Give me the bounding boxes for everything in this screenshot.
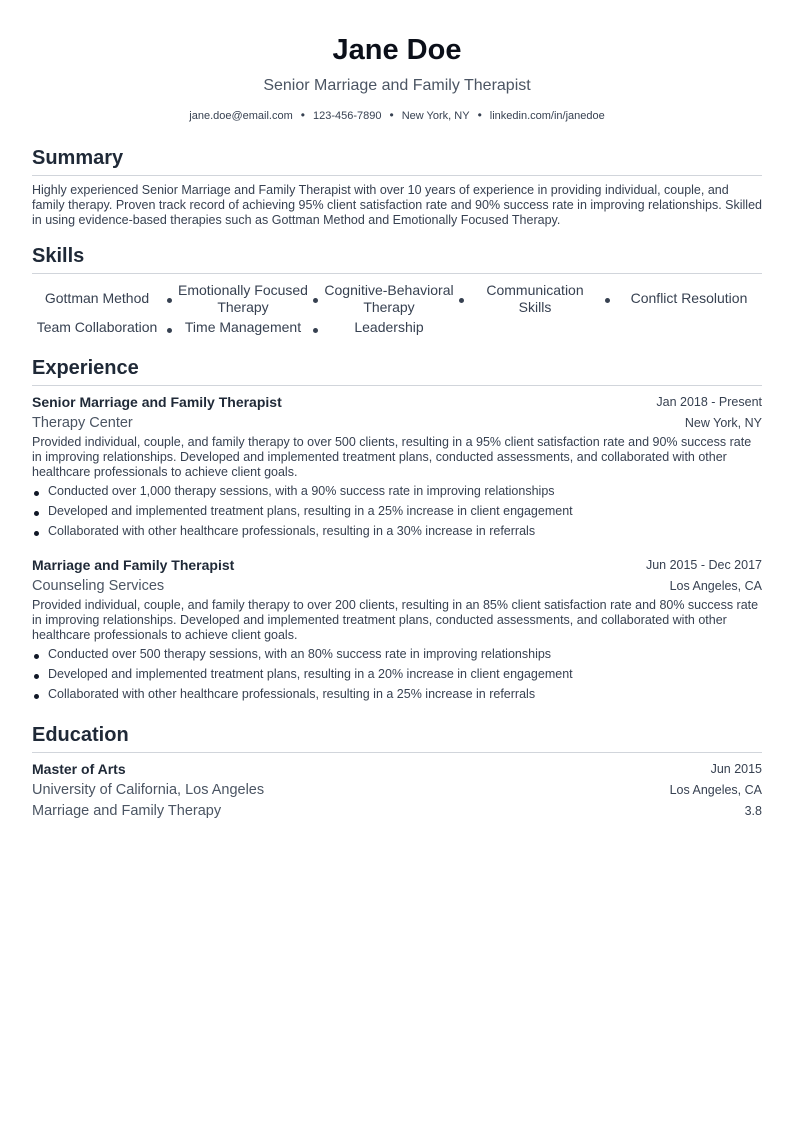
achievement-text: Developed and implemented treatment plans, resulting in a 20% increase in client engagement	[48, 667, 573, 681]
job-title: Marriage and Family Therapist	[32, 557, 235, 573]
skill-item: Conflict Resolution	[630, 290, 748, 306]
education-school-row	[32, 781, 762, 799]
education-header	[32, 760, 762, 778]
list-item	[32, 504, 762, 524]
separator-dot: •	[389, 108, 394, 122]
achievement-text: Developed and implemented treatment plans, resulting in a 25% increase in client engagement	[48, 504, 573, 518]
contact-location: New York, NY	[401, 110, 470, 122]
education-date: Jun 2015	[710, 762, 762, 776]
list-item	[32, 647, 762, 667]
skill-item: Cognitive-Behavioral Therapy	[324, 282, 454, 315]
job-company-row	[32, 414, 762, 432]
achievement-text: Collaborated with other healthcare professionals, resulting in a 30% increase in referrals	[48, 524, 536, 538]
contact-email[interactable]: jane.doe@email.com	[189, 110, 293, 122]
list-item	[32, 667, 762, 687]
education-field-row	[32, 802, 762, 820]
separator-dot: •	[477, 108, 482, 122]
contact-linkedin[interactable]: linkedin.com/in/janedoe	[489, 110, 605, 122]
bullet-icon	[34, 491, 39, 496]
skill-item: Team Collaboration	[36, 319, 158, 335]
bullet-icon	[34, 654, 39, 659]
education-location: Los Angeles, CA	[669, 783, 762, 797]
skill-item: Communication Skills	[486, 282, 584, 315]
achievement-text: Conducted over 1,000 therapy sessions, with a 90% success rate in improving relationships	[48, 484, 555, 498]
bullet-icon	[34, 674, 39, 679]
skill-item: Leadership	[354, 319, 424, 335]
list-item	[32, 484, 762, 504]
list-item	[32, 687, 762, 707]
job-header	[32, 556, 762, 574]
job-location: New York, NY	[684, 416, 762, 430]
job-title: Senior Marriage and Family Therapist	[32, 394, 282, 410]
skill-separator-dot	[313, 328, 318, 333]
job-company: Therapy Center	[32, 415, 133, 431]
skills-heading: Skills	[32, 243, 762, 274]
candidate-headline: Senior Marriage and Family Therapist	[263, 77, 531, 94]
job-location: Los Angeles, CA	[669, 579, 762, 593]
contact-line	[32, 107, 762, 124]
candidate-name: Jane Doe	[332, 34, 462, 66]
skill-item: Gottman Method	[44, 290, 150, 306]
education-gpa: 3.8	[744, 804, 762, 818]
skill-separator-dot	[605, 298, 610, 303]
job-dates: Jun 2015 - Dec 2017	[645, 558, 762, 572]
job-dates: Jan 2018 - Present	[656, 395, 762, 409]
summary-heading: Summary	[32, 145, 762, 176]
job-achievements	[32, 647, 762, 707]
achievement-text: Collaborated with other healthcare professionals, resulting in a 25% increase in referrals	[48, 687, 536, 701]
skill-item: Time Management	[184, 319, 302, 335]
education-heading: Education	[32, 722, 762, 753]
contact-phone[interactable]: 123-456-7890	[312, 110, 382, 122]
job-company-row	[32, 577, 762, 595]
separator-dot: •	[300, 108, 305, 122]
job-achievements	[32, 484, 762, 544]
achievement-text: Conducted over 500 therapy sessions, with an 80% success rate in improving relationships	[48, 647, 552, 661]
bullet-icon	[34, 694, 39, 699]
skill-separator-dot	[459, 298, 464, 303]
list-item	[32, 524, 762, 544]
skill-separator-dot	[167, 298, 172, 303]
experience-heading: Experience	[32, 355, 762, 386]
bullet-icon	[34, 511, 39, 516]
job-header	[32, 393, 762, 411]
job-description: Provided individual, couple, and family therapy to over 200 clients, resulting in an 85% client satisfaction rate and 80% success rate in improving relationships. Developed and implemented treatment plans, conducted assessments, and collaborated with other healthcare professionals to achieve client goals.	[32, 598, 759, 642]
bullet-icon	[34, 531, 39, 536]
skill-separator-dot	[313, 298, 318, 303]
skill-separator-dot	[167, 328, 172, 333]
job-company: Counseling Services	[32, 578, 165, 594]
job-description: Provided individual, couple, and family therapy to over 500 clients, resulting in a 95% client satisfaction rate and 90% success rate in improving relationships. Developed and implemented treatment plans, conducted assessments, and collaborated with other healthcare professionals to achieve client goals.	[32, 435, 752, 479]
education-field: Marriage and Family Therapy	[32, 803, 222, 819]
education-degree: Master of Arts	[32, 761, 126, 777]
summary-text: Highly experienced Senior Marriage and Family Therapist with over 10 years of experience in providing individual, couple, and family therapy. Proven track record of achieving 95% client satisfaction rate and 90% success rate in improving relationships. Skilled in using evidence-based therapies such as Gottman Method and Emotionally Focused Therapy.	[32, 183, 762, 227]
education-school: University of California, Los Angeles	[32, 782, 265, 798]
skill-item: Emotionally Focused Therapy	[178, 282, 308, 315]
